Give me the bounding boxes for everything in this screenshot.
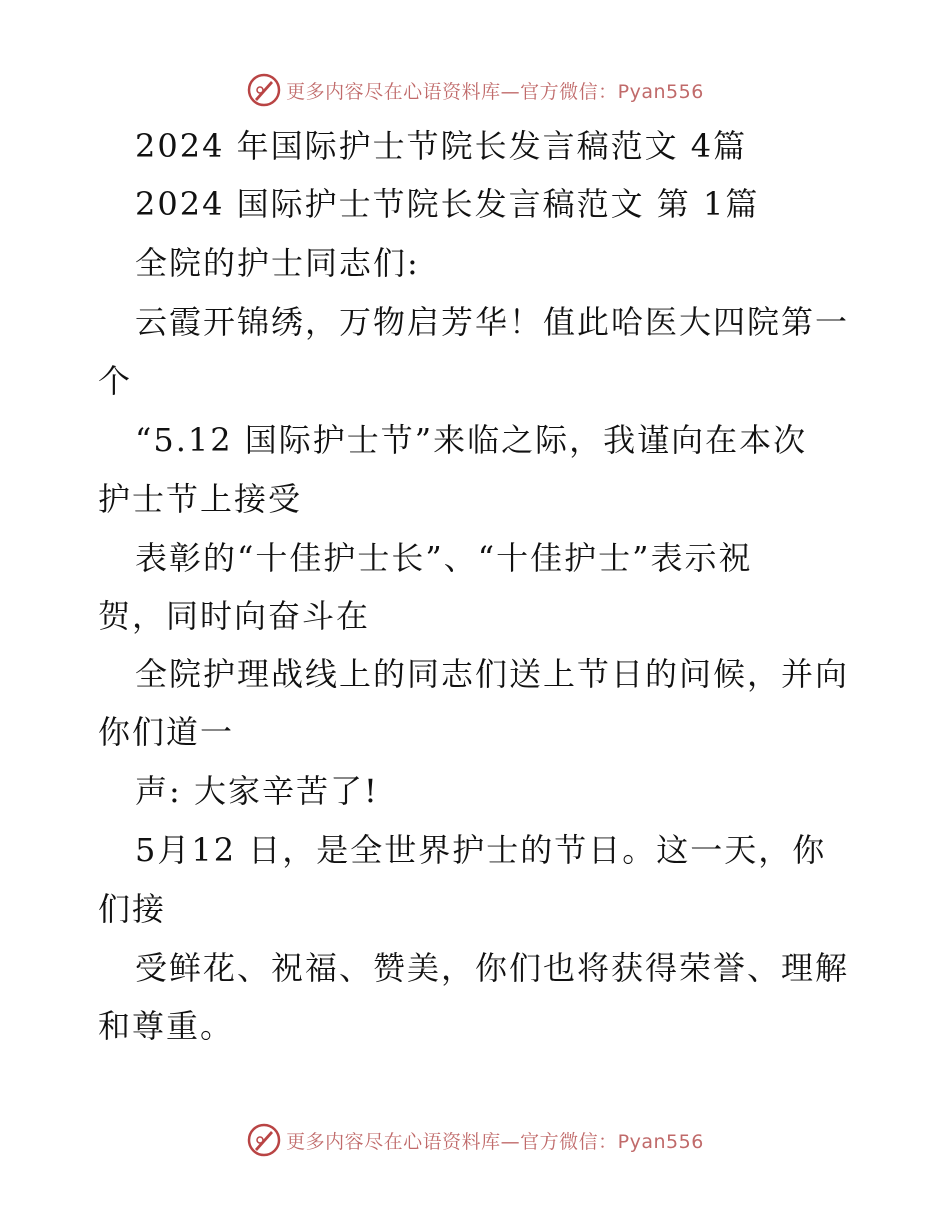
paragraph-line: 们接 <box>98 890 167 928</box>
quill-logo-icon <box>246 72 282 108</box>
paragraph-line: 个 <box>98 362 133 400</box>
footer-banner-text: 更多内容尽在心语资料库—官方微信：Pyan556 <box>286 1130 704 1153</box>
header-banner <box>0 70 950 110</box>
paragraph-line: 声: 大家辛苦了! <box>135 772 379 810</box>
paragraph-line: 受鲜花、祝福、赞美，你们也将获得荣誉、理解 <box>135 949 850 987</box>
salutation-line: 全院的护士同志们: <box>135 244 420 282</box>
footer-banner <box>0 1120 950 1160</box>
paragraph-line: 你们道一 <box>98 713 235 751</box>
header-banner-text: 更多内容尽在心语资料库—官方微信：Pyan556 <box>286 80 704 103</box>
document-title: 2024 年国际护士节院长发言稿范文 4篇 <box>135 127 748 165</box>
paragraph-line: 贺，同时向奋斗在 <box>98 597 371 635</box>
paragraph-line: 表彰的“十佳护士长”、“十佳护士”表示祝 <box>135 539 753 577</box>
paragraph-line: 全院护理战线上的同志们送上节日的问候，并向 <box>135 655 850 693</box>
quill-logo-icon <box>246 1122 282 1158</box>
paragraph-line: “5.12 国际护士节”来临之际，我谨向在本次 <box>135 421 808 459</box>
section-heading: 2024 国际护士节院长发言稿范文 第 1篇 <box>135 185 760 223</box>
paragraph-line: 护士节上接受 <box>98 480 303 518</box>
paragraph-line: 云霞开锦绣，万物启芳华！值此哈医大四院第一 <box>135 303 850 341</box>
paragraph-line: 和尊重。 <box>98 1007 235 1045</box>
paragraph-line: 5月12 日，是全世界护士的节日。这一天，你 <box>135 831 827 869</box>
